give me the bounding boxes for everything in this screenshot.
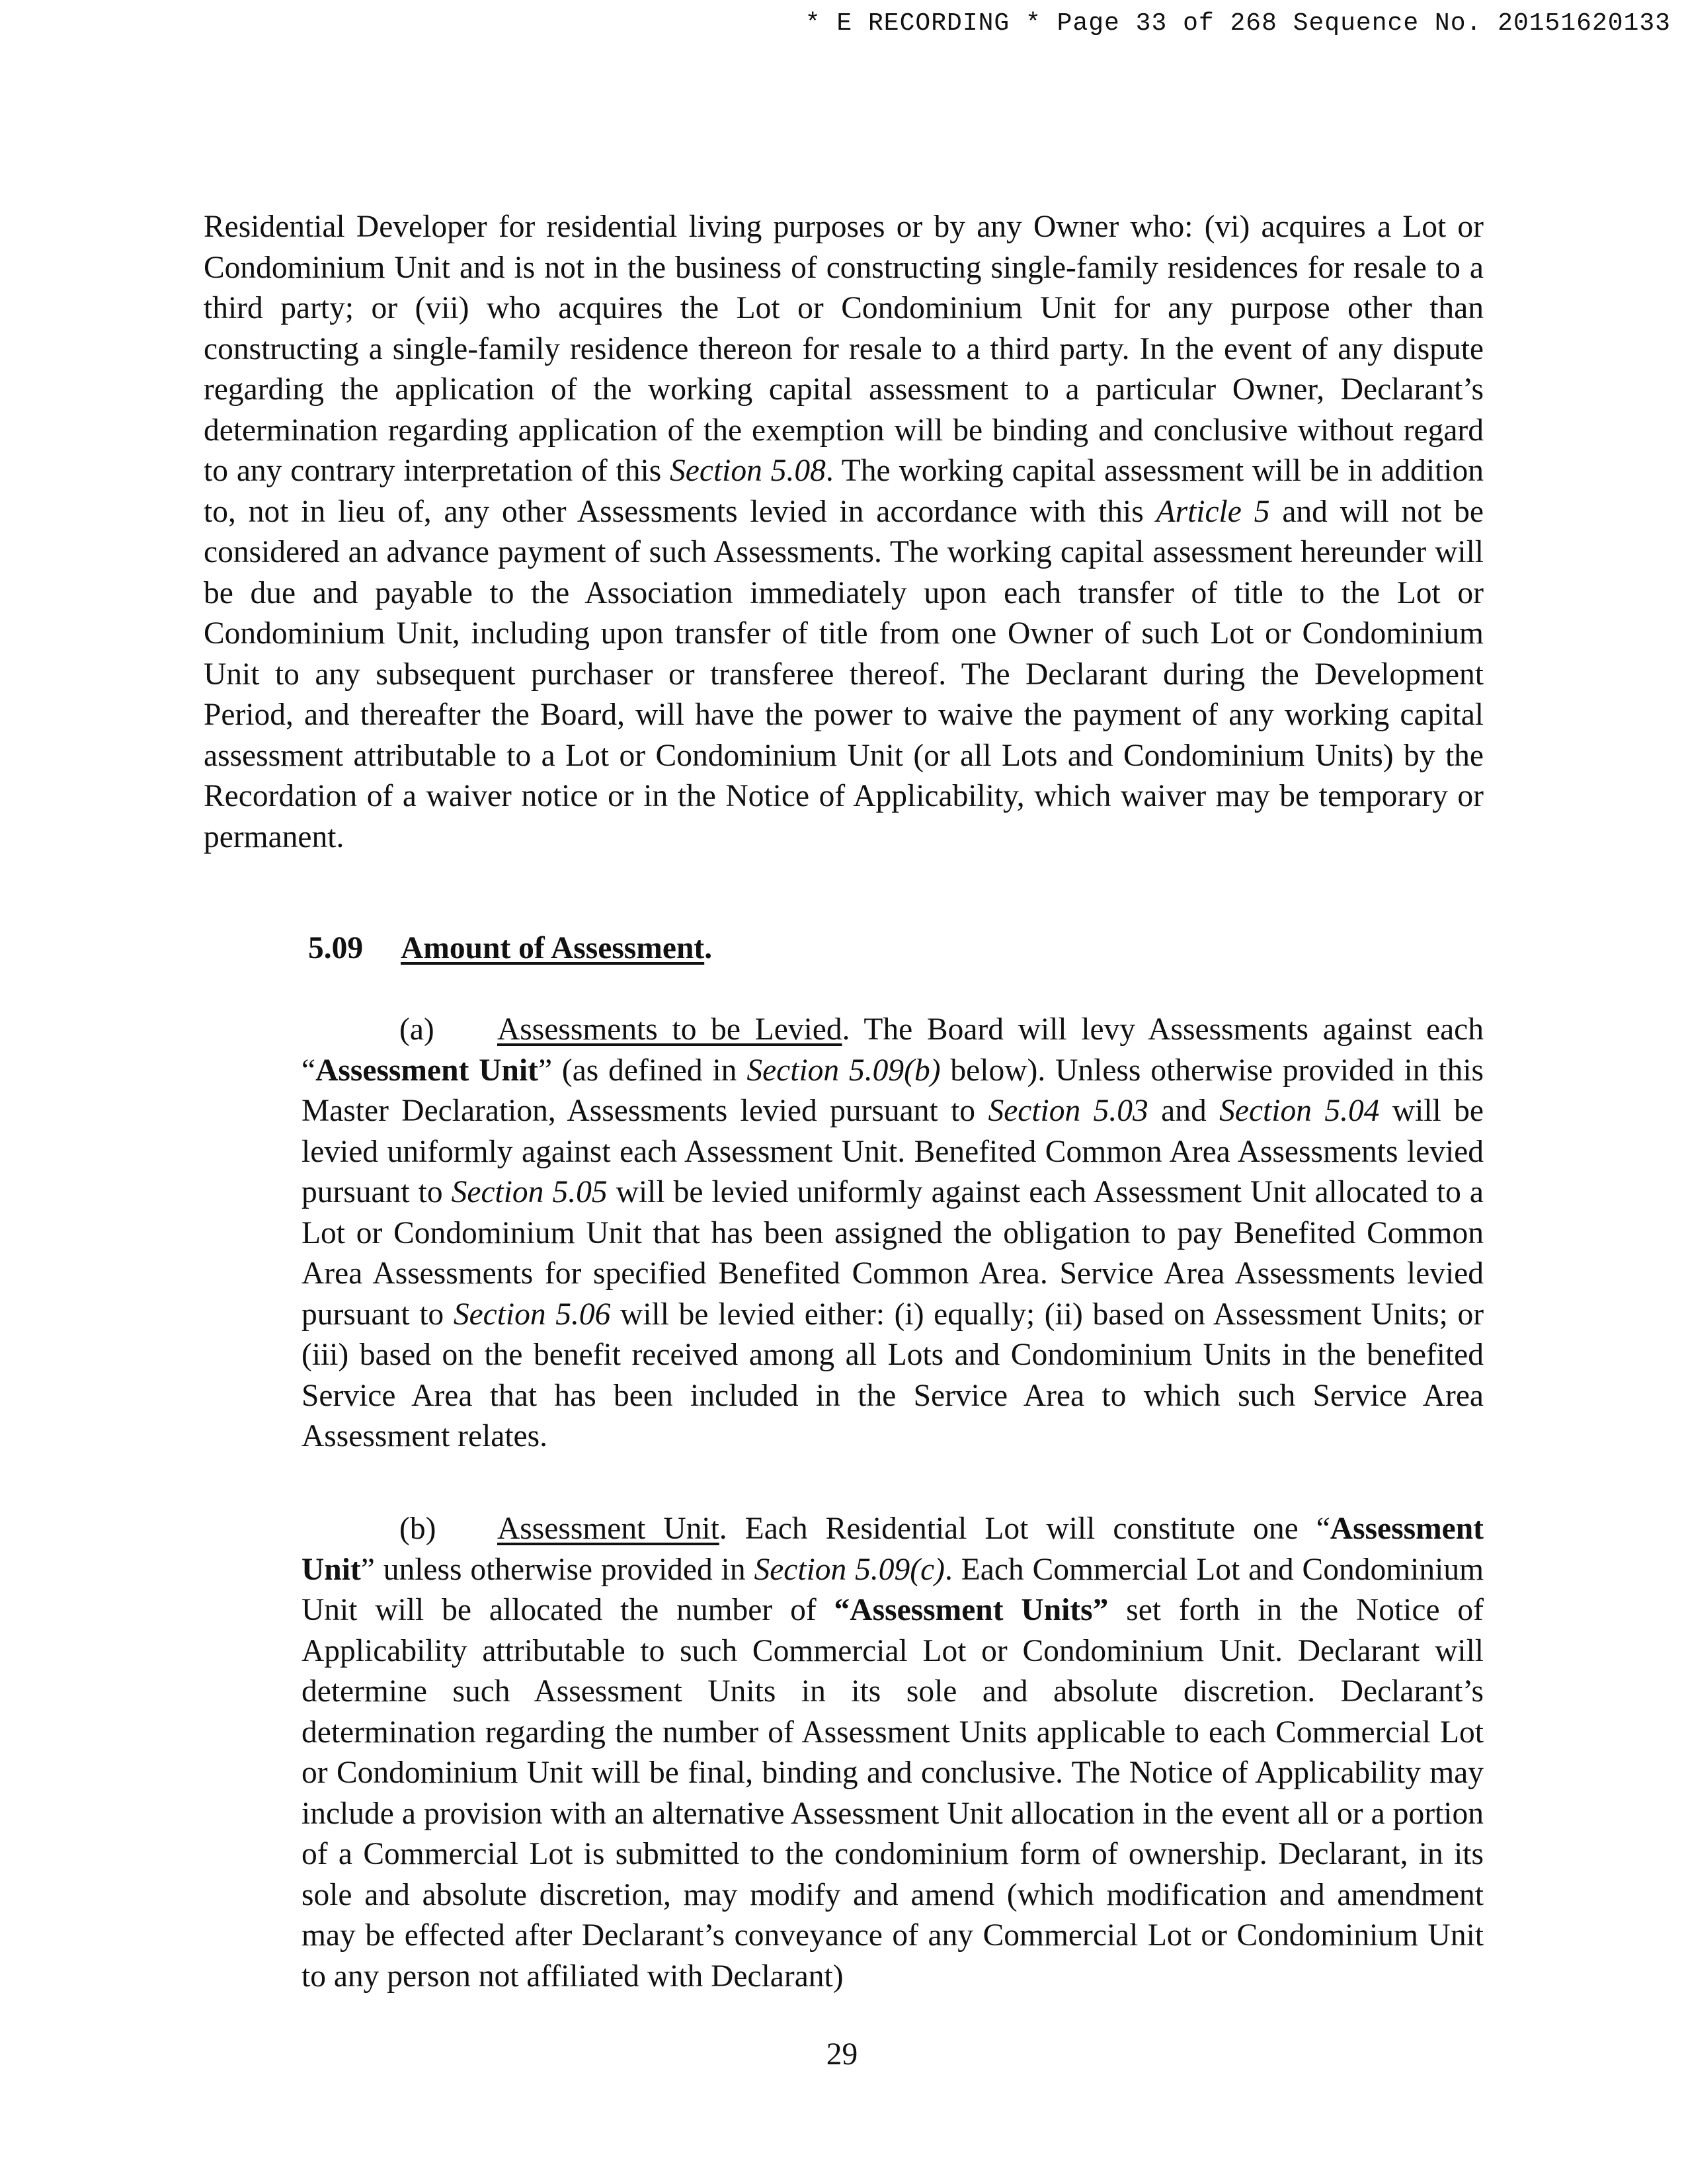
subsection-label: (a) [399,1012,434,1047]
defined-term: Assessment Unit [315,1053,538,1088]
section-reference: Section 5.05 [451,1175,608,1209]
section-reference: Section 5.08 [670,454,826,488]
section-reference: Section 5.03 [988,1094,1148,1128]
defined-term: “Assessment Units” [834,1593,1109,1627]
recording-stamp: * E RECORDING * Page 33 of 268 Sequence No. 20151620133 [805,9,1671,38]
section-reference: Section 5.09(b) [746,1053,941,1088]
defined-term: Assessment Unit [301,1512,1484,1587]
text-run: . Each Commercial Lot and Condominium Unit will be allocated the number of [301,1552,1484,1627]
text-run: will be levied uniformly against each Assessment Unit allocated to a Lot or Condominium Unit that has been assigned the obligation to pay Benefited Common Area Assessments for specified Benefited Common Area. Service Area Assessments levied pursuant to [301,1175,1484,1332]
subsection-label: (b) [399,1512,436,1546]
section-reference: Section 5.09(c) [754,1552,945,1587]
text-run: . Each Residential Lot will constitute one “ [719,1512,1330,1546]
subsection-title: Assessments to be Levied [497,1012,842,1047]
text-run: below). Unless otherwise provided in this Master Declaration, Assessments levied pursuant to [301,1053,1484,1128]
subsection-b [301,1509,1484,1997]
text-run: ” unless otherwise provided in [360,1552,754,1587]
section-reference: Section 5.04 [1219,1094,1380,1128]
article-reference: Article 5 [1156,494,1270,529]
text-run: . The Board will levy Assessments against each “ [301,1012,1484,1088]
subsection-title: Assessment Unit [497,1512,719,1546]
paragraph-working-capital [204,207,1484,858]
text-run: Residential Developer for residential living purposes or by any Owner who: (vi) acquires a Lot or Condominium Unit and is not in the business of constructing single-family residences for resale to a third party; or (vii) who acquires the Lot or Condominium Unit for any purpose other than constructing a single-family residence thereon for resale to a third party. In the event of any dispute regarding the application of the working capital assessment to a particular Owner, Declarant’s determination regarding application of the exemption will be binding and conclusive without regard to any contrary interpretation of this [204,210,1484,488]
text-run: will be levied uniformly against each Assessment Unit. Benefited Common Area Assessments levied pursuant to [301,1094,1484,1209]
section-reference: Section 5.06 [453,1297,611,1332]
section-number: 5.09 [308,931,364,965]
subsection-a [301,1010,1484,1457]
text-run: set forth in the Notice of Applicability attributable to such Commercial Lot or Condominium Unit. Declarant will determine such Assessment Units in its sole and absolute discretion. Declarant’s determination regarding the number of Assessment Units applicable to each Commercial Lot or Condominium Unit will be final, binding and conclusive. The Notice of Applicability may include a provision with an alternative Assessment Unit allocation in the event all or a portion of a Commercial Lot is submitted to the condominium form of ownership. Declarant, in its sole and absolute discretion, may modify and amend (which modification and amendment may be effected after Declarant’s conveyance of any Commercial Lot or Condominium Unit to any person not affiliated with Declarant) [301,1593,1484,1994]
text-run: . The working capital assessment will be in addition to, not in lieu of, any other Assessments levied in accordance with this [204,454,1484,529]
text-run: and [1148,1094,1220,1128]
text-run: will be levied either: (i) equally; (ii) based on Assessment Units; or (iii) based on the benefit received among all Lots and Condominium Units in the benefited Service Area that has been included in the Service Area to which such Service Area Assessment relates. [301,1297,1484,1453]
section-title: Amount of Assessment [401,931,705,965]
section-title-period: . [704,931,713,965]
text-run: and will not be considered an advance payment of such Assessments. The working capital assessment hereunder will be due and payable to the Association immediately upon each transfer of title to the Lot or Condominium Unit, including upon transfer of title from one Owner of such Lot or Condominium Unit to any subsequent purchaser or transferee thereof. The Declarant during the Development Period, and thereafter the Board, will have the power to waive the payment of any working capital assessment attributable to a Lot or Condominium Unit (or all Lots and Condominium Units) by the Recordation of a waiver notice or in the Notice of Applicability, which waiver may be temporary or permanent. [204,494,1484,854]
text-run: ” (as defined in [538,1053,747,1088]
page-number: 29 [826,2037,858,2072]
section-heading [308,928,712,969]
